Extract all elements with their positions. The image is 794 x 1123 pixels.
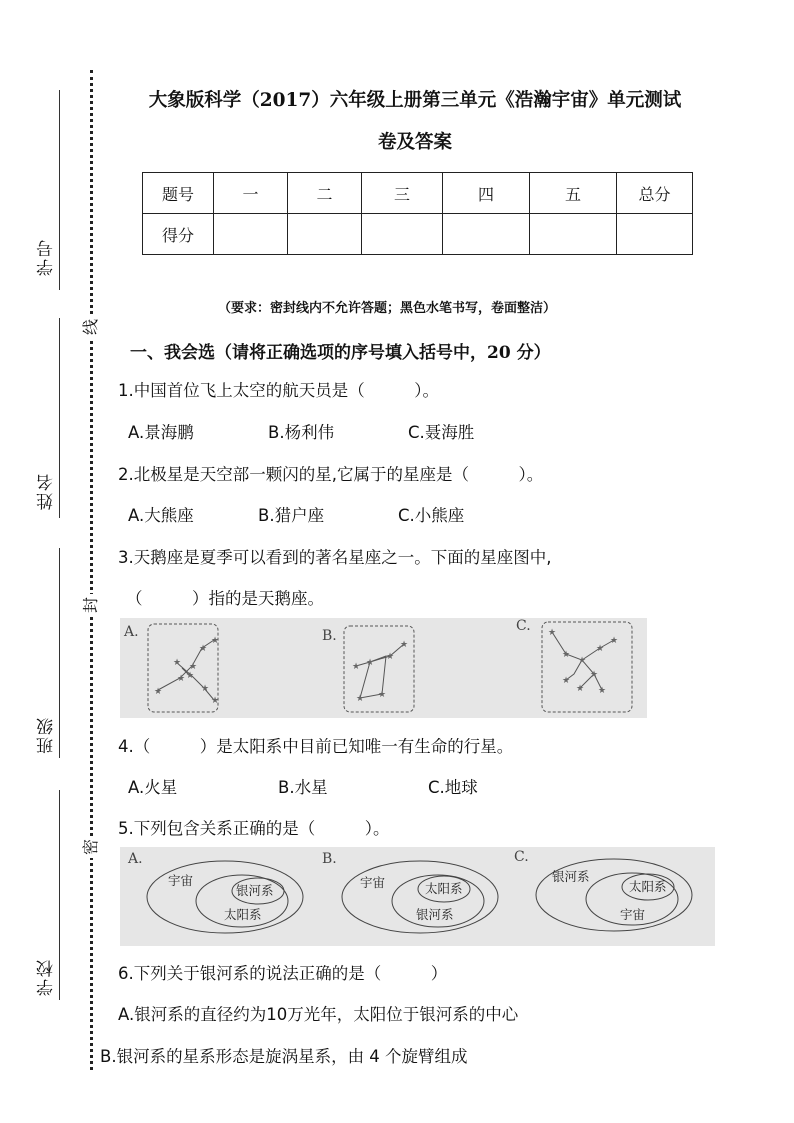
section-heading: 一、我会选（请将正确选项的序号填入括号中，20 分）	[130, 343, 551, 363]
student-id-label: 学号	[37, 238, 57, 276]
svg-text:★: ★	[590, 670, 599, 680]
q4-option-c: C.地球	[428, 778, 478, 797]
score-table-cell: 总分	[617, 173, 693, 214]
diagram-a-term-middle: 太阳系	[224, 907, 262, 922]
constellation-drawings	[120, 618, 647, 718]
score-input-cell[interactable]	[530, 214, 617, 255]
seal-dotted-line	[90, 70, 93, 1070]
seal-char-line: 线	[80, 316, 102, 338]
diagram-c-term-outer: 银河系	[552, 869, 590, 884]
seal-char-secret: 密	[80, 836, 102, 858]
svg-text:★: ★	[189, 662, 198, 672]
name-line	[59, 318, 60, 518]
diagram-a-outer	[147, 861, 303, 933]
svg-text:★: ★	[596, 644, 605, 654]
svg-text:★: ★	[211, 696, 220, 706]
figure-label-a: A.	[124, 624, 139, 640]
svg-text:★: ★	[548, 628, 557, 638]
score-input-cell[interactable]	[288, 214, 362, 255]
svg-text:★: ★	[578, 656, 587, 666]
diagram-b-term-middle: 银河系	[416, 907, 454, 922]
svg-text:★: ★	[352, 662, 361, 672]
school-label: 学校	[37, 958, 57, 996]
student-id-line	[59, 90, 60, 290]
score-input-cell[interactable]	[214, 214, 288, 255]
svg-text:★: ★	[201, 684, 210, 694]
svg-text:★: ★	[598, 686, 607, 696]
svg-text:★: ★	[186, 671, 195, 681]
svg-text:★: ★	[378, 690, 387, 700]
inclusion-diagrams	[120, 847, 715, 946]
diagram-c-term-middle: 宇宙	[620, 907, 646, 922]
inclusion-diagram-figure	[120, 847, 715, 946]
q1-option-c: C.聂海胜	[408, 423, 475, 442]
svg-text:★: ★	[400, 640, 409, 650]
figure-label-c: C.	[514, 849, 529, 865]
figure-label-b: B.	[322, 851, 337, 867]
document-title-line1: 大象版科学（2017）六年级上册第三单元《浩瀚宇宙》单元测试	[148, 90, 682, 111]
q2-option-b: B.猎户座	[258, 506, 325, 525]
class-label: 班级	[37, 716, 57, 754]
seal-char-seal: 封	[80, 594, 102, 616]
score-input-cell[interactable]	[617, 214, 693, 255]
diagram-b-term-inner: 太阳系	[425, 881, 463, 896]
figure-label-c: C.	[516, 618, 531, 634]
q6-option-b: B.银河系的星系形态是旋涡星系，由 4 个旋臂组成	[100, 1047, 468, 1066]
svg-text:★: ★	[173, 658, 182, 668]
svg-text:★: ★	[386, 652, 395, 662]
q4-option-b: B.水星	[278, 778, 328, 797]
diagram-a-term-inner: 银河系	[236, 883, 274, 898]
svg-text:★: ★	[576, 684, 585, 694]
svg-text:★: ★	[366, 658, 375, 668]
score-table-cell: 得分	[143, 214, 214, 255]
question-4: 4.（ ）是太阳系中目前已知唯一有生命的行星。	[118, 737, 514, 756]
school-line	[59, 790, 60, 1000]
question-3: 3.天鹅座是夏季可以看到的著名星座之一。下面的星座图中,	[118, 548, 552, 567]
constellation-a	[148, 624, 218, 712]
question-1: 1.中国首位飞上太空的航天员是（ ）。	[118, 381, 439, 400]
score-table-cell: 四	[443, 173, 530, 214]
score-table-score-row	[143, 214, 693, 255]
question-5: 5.下列包含关系正确的是（ ）。	[118, 819, 390, 838]
score-input-cell[interactable]	[443, 214, 530, 255]
exam-requirements: （要求：密封线内不允许答题；黑色水笔书写，卷面整洁）	[218, 301, 557, 316]
q2-option-c: C.小熊座	[398, 506, 465, 525]
score-table-cell: 三	[362, 173, 443, 214]
question-6: 6.下列关于银河系的说法正确的是（ ）	[118, 964, 448, 983]
diagram-a-term-outer: 宇宙	[168, 873, 194, 888]
q4-option-a: A.火星	[128, 778, 178, 797]
q2-option-a: A.大熊座	[128, 506, 194, 525]
q1-option-a: A.景海鹏	[128, 423, 194, 442]
svg-text:★: ★	[356, 694, 365, 704]
constellation-figure	[120, 618, 647, 718]
score-table-cell: 五	[530, 173, 617, 214]
question-3-cont: （ ）指的是天鹅座。	[126, 589, 324, 608]
diagram-b-term-outer: 宇宙	[360, 875, 386, 890]
diagram-b-outer	[342, 861, 498, 933]
svg-text:★: ★	[610, 636, 619, 646]
class-line	[59, 548, 60, 758]
score-table-cell: 题号	[143, 173, 214, 214]
q1-option-b: B.杨利伟	[268, 423, 335, 442]
document-title-line2: 卷及答案	[377, 132, 452, 153]
svg-text:★: ★	[154, 687, 163, 697]
figure-label-b: B.	[322, 628, 337, 644]
svg-text:★: ★	[199, 644, 208, 654]
name-label: 姓名	[37, 472, 57, 510]
question-2: 2.北极星是天空部一颗闪的星,它属于的星座是（ ）。	[118, 465, 544, 484]
score-table-header-row	[143, 173, 693, 214]
score-table-cell: 二	[288, 173, 362, 214]
svg-text:★: ★	[211, 636, 220, 646]
q6-option-a: A.银河系的直径约为10万光年，太阳位于银河系的中心	[118, 1005, 519, 1024]
score-table-cell: 一	[214, 173, 288, 214]
svg-text:★: ★	[562, 676, 571, 686]
score-table	[142, 172, 693, 255]
diagram-c-term-inner: 太阳系	[629, 879, 667, 894]
figure-label-a: A.	[128, 851, 143, 867]
svg-text:★: ★	[562, 650, 571, 660]
score-input-cell[interactable]	[362, 214, 443, 255]
svg-text:★: ★	[177, 674, 186, 684]
